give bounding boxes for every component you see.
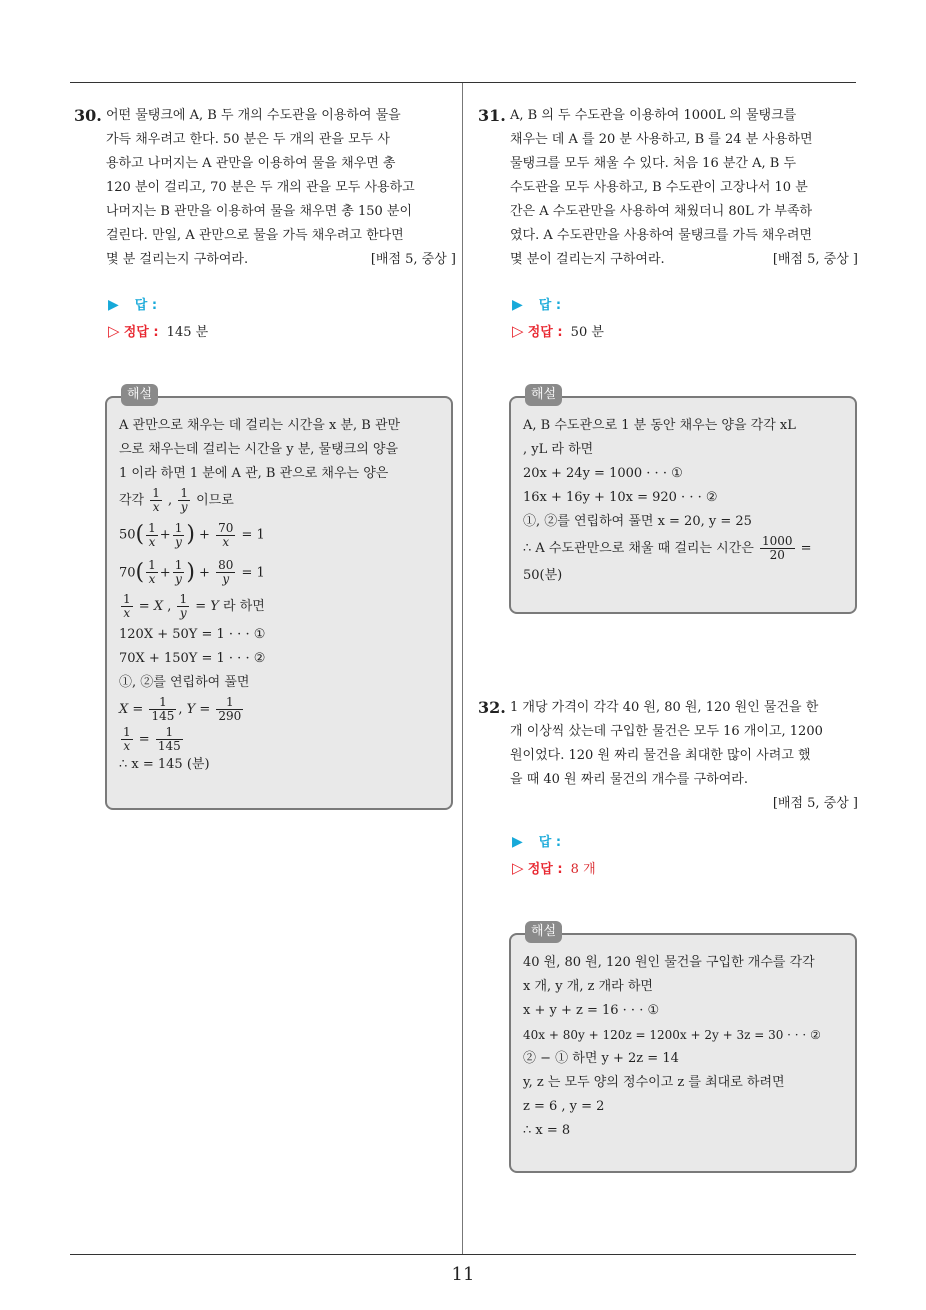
solution-line: ①, ②를 연립하여 풀면 x = 20, y = 25 bbox=[523, 514, 752, 529]
correct-label: 정답 : bbox=[527, 862, 563, 877]
solution-line: , yL 라 하면 bbox=[523, 442, 594, 457]
solution-line: 40x + 80y + 120z = 1200x + 2y + 3z = 30 · · · ② bbox=[523, 1028, 821, 1042]
score-label: [배점 5, 중상 ] bbox=[772, 796, 858, 811]
solution-line: 120X + 50Y = 1 · · · ① bbox=[119, 627, 266, 642]
problem-line: 나머지는 B 관만을 이용하여 물을 채우면 총 150 분이 bbox=[106, 204, 413, 219]
solution-line: A 관만으로 채우는 데 걸리는 시간을 x 분, B 관만 bbox=[119, 418, 401, 433]
problem-line: 수도관을 모두 사용하고, B 수도관이 고장나서 10 분 bbox=[510, 180, 808, 195]
solution-line: x 개, y 개, z 개라 하면 bbox=[523, 979, 653, 994]
problem-32-number: 32. bbox=[478, 698, 506, 717]
solution-text: 각각 bbox=[119, 493, 145, 508]
correct-answer-row bbox=[512, 321, 604, 340]
problem-line: 1 개당 가격이 각각 40 원, 80 원, 120 원인 물건을 한 bbox=[510, 700, 819, 715]
score-label: [배점 5, 중상 ] bbox=[370, 252, 456, 267]
solution-tag: 해설 bbox=[121, 384, 158, 406]
solution-line: y, z 는 모두 양의 정수이고 z 를 최대로 하려면 bbox=[523, 1075, 785, 1090]
solution-line: x + y + z = 16 · · · ① bbox=[523, 1003, 660, 1018]
correct-value: 8 개 bbox=[570, 862, 596, 877]
problem-32-text bbox=[510, 696, 858, 816]
answer-row bbox=[108, 294, 157, 313]
answer-label: 답 : bbox=[538, 835, 562, 850]
solution-line: 16x + 16y + 10x = 920 · · · ② bbox=[523, 490, 718, 505]
solution-equation: ∴ A 수도관만으로 채울 때 걸리는 시간은 $\frac{1000}{20}$ = bbox=[523, 534, 812, 562]
solution-line: ①, ②를 연립하여 풀면 bbox=[119, 675, 250, 690]
solution-line: z = 6 , y = 2 bbox=[523, 1099, 605, 1114]
footer-rule bbox=[70, 1254, 856, 1255]
correct-value: 50 분 bbox=[570, 325, 604, 340]
solution-equation: X = $\frac{1}{145}$ , Y = $\frac{1}{290}$ bbox=[119, 695, 242, 723]
problem-line: 물탱크를 모두 채울 수 있다. 처음 16 분간 A, B 두 bbox=[510, 156, 796, 171]
solution-line: 1 이라 하면 1 분에 A 관, B 관으로 채우는 양은 bbox=[119, 466, 389, 481]
solution-text: 이므로 bbox=[196, 493, 234, 508]
solution-box bbox=[105, 387, 453, 810]
problem-line: 몇 분이 걸리는지 구하여라. bbox=[510, 252, 665, 267]
solution-box bbox=[509, 387, 857, 614]
problem-line: 가득 채우려고 한다. 50 분은 두 개의 관을 모두 사 bbox=[106, 132, 390, 147]
solution-equation: 50( $\frac{1}{x}$ + $\frac{1}{y}$ ) + $\frac{70}{x}$ = 1 bbox=[119, 520, 265, 549]
answer-label: 답 : bbox=[538, 298, 562, 313]
outline-triangle-icon: ▷ bbox=[108, 322, 120, 340]
answer-row bbox=[512, 831, 561, 850]
solution-line: ② − ① 하면 y + 2z = 14 bbox=[523, 1051, 679, 1066]
play-triangle-icon: ▶ bbox=[512, 834, 523, 850]
correct-answer-row bbox=[512, 858, 596, 877]
correct-label: 정답 : bbox=[123, 325, 159, 340]
solution-equation: $\frac{1}{x}$ = X , $\frac{1}{y}$ = Y 라 하면 bbox=[123, 592, 265, 620]
play-triangle-icon: ▶ bbox=[512, 297, 523, 313]
correct-answer-row bbox=[108, 321, 208, 340]
solution-line: 40 원, 80 원, 120 원인 물건을 구입한 개수를 각각 bbox=[523, 955, 815, 970]
solution-tag: 해설 bbox=[525, 384, 562, 406]
solution-line: 20x + 24y = 1000 · · · ① bbox=[523, 466, 683, 481]
problem-31-number: 31. bbox=[478, 106, 506, 125]
problem-line: 용하고 나머지는 A 관만을 이용하여 물을 채우면 총 bbox=[106, 156, 396, 171]
answer-label: 답 : bbox=[134, 298, 158, 313]
solution-line: 으로 채우는데 걸리는 시간을 y 분, 물탱크의 양을 bbox=[119, 442, 399, 457]
solution-equation: $\frac{1}{x}$ = $\frac{1}{145}$ bbox=[123, 725, 181, 753]
column-divider bbox=[462, 83, 463, 1255]
problem-30-text bbox=[106, 104, 456, 272]
problem-line: 을 때 40 원 짜리 물건의 개수를 구하여라. bbox=[510, 772, 748, 787]
problem-line: 걸린다. 만일, A 관만으로 물을 가득 채우려고 한다면 bbox=[106, 228, 404, 243]
solution-line: 각각 $\frac{1}{x}$ , $\frac{1}{y}$ 이므로 bbox=[119, 486, 234, 514]
solution-line: 70X + 150Y = 1 · · · ② bbox=[119, 651, 266, 666]
page-number: 11 bbox=[451, 1264, 475, 1285]
answer-row bbox=[512, 294, 561, 313]
problem-line: 간은 A 수도관만을 사용하여 채웠더니 80L 가 부족하 bbox=[510, 204, 813, 219]
problem-31-text bbox=[510, 104, 858, 272]
score-label: [배점 5, 중상 ] bbox=[772, 252, 858, 267]
problem-line: 개 이상씩 샀는데 구입한 물건은 모두 16 개이고, 1200 bbox=[510, 724, 823, 739]
solution-line: 50(분) bbox=[523, 568, 563, 583]
problem-line: 몇 분 걸리는지 구하여라. bbox=[106, 252, 249, 267]
problem-30-number: 30. bbox=[74, 106, 102, 125]
solution-tag: 해설 bbox=[525, 921, 562, 943]
solution-line: ∴ x = 8 bbox=[523, 1123, 571, 1138]
problem-line: 원이었다. 120 원 짜리 물건을 최대한 많이 사려고 했 bbox=[510, 748, 811, 763]
header-rule bbox=[70, 82, 856, 83]
correct-label: 정답 : bbox=[527, 325, 563, 340]
problem-line: 120 분이 걸리고, 70 분은 두 개의 관을 모두 사용하고 bbox=[106, 180, 415, 195]
problem-line: 채우는 데 A 를 20 분 사용하고, B 를 24 분 사용하면 bbox=[510, 132, 813, 147]
correct-value: 145 분 bbox=[166, 325, 209, 340]
solution-line: ∴ x = 145 (분) bbox=[119, 757, 210, 772]
problem-line: A, B 의 두 수도관을 이용하여 1000L 의 물탱크를 bbox=[510, 108, 797, 123]
solution-line: A, B 수도관으로 1 분 동안 채우는 양을 각각 xL bbox=[523, 418, 796, 433]
problem-line: 였다. A 수도관만을 사용하여 물탱크를 가득 채우려면 bbox=[510, 228, 813, 243]
play-triangle-icon: ▶ bbox=[108, 297, 119, 313]
problem-line: 어떤 물탱크에 A, B 두 개의 수도관을 이용하여 물을 bbox=[106, 108, 401, 123]
outline-triangle-icon: ▷ bbox=[512, 322, 524, 340]
solution-equation: 70( $\frac{1}{x}$ + $\frac{1}{y}$ ) + $\frac{80}{y}$ = 1 bbox=[119, 558, 265, 586]
solution-box bbox=[509, 924, 857, 1173]
outline-triangle-icon: ▷ bbox=[512, 859, 524, 877]
